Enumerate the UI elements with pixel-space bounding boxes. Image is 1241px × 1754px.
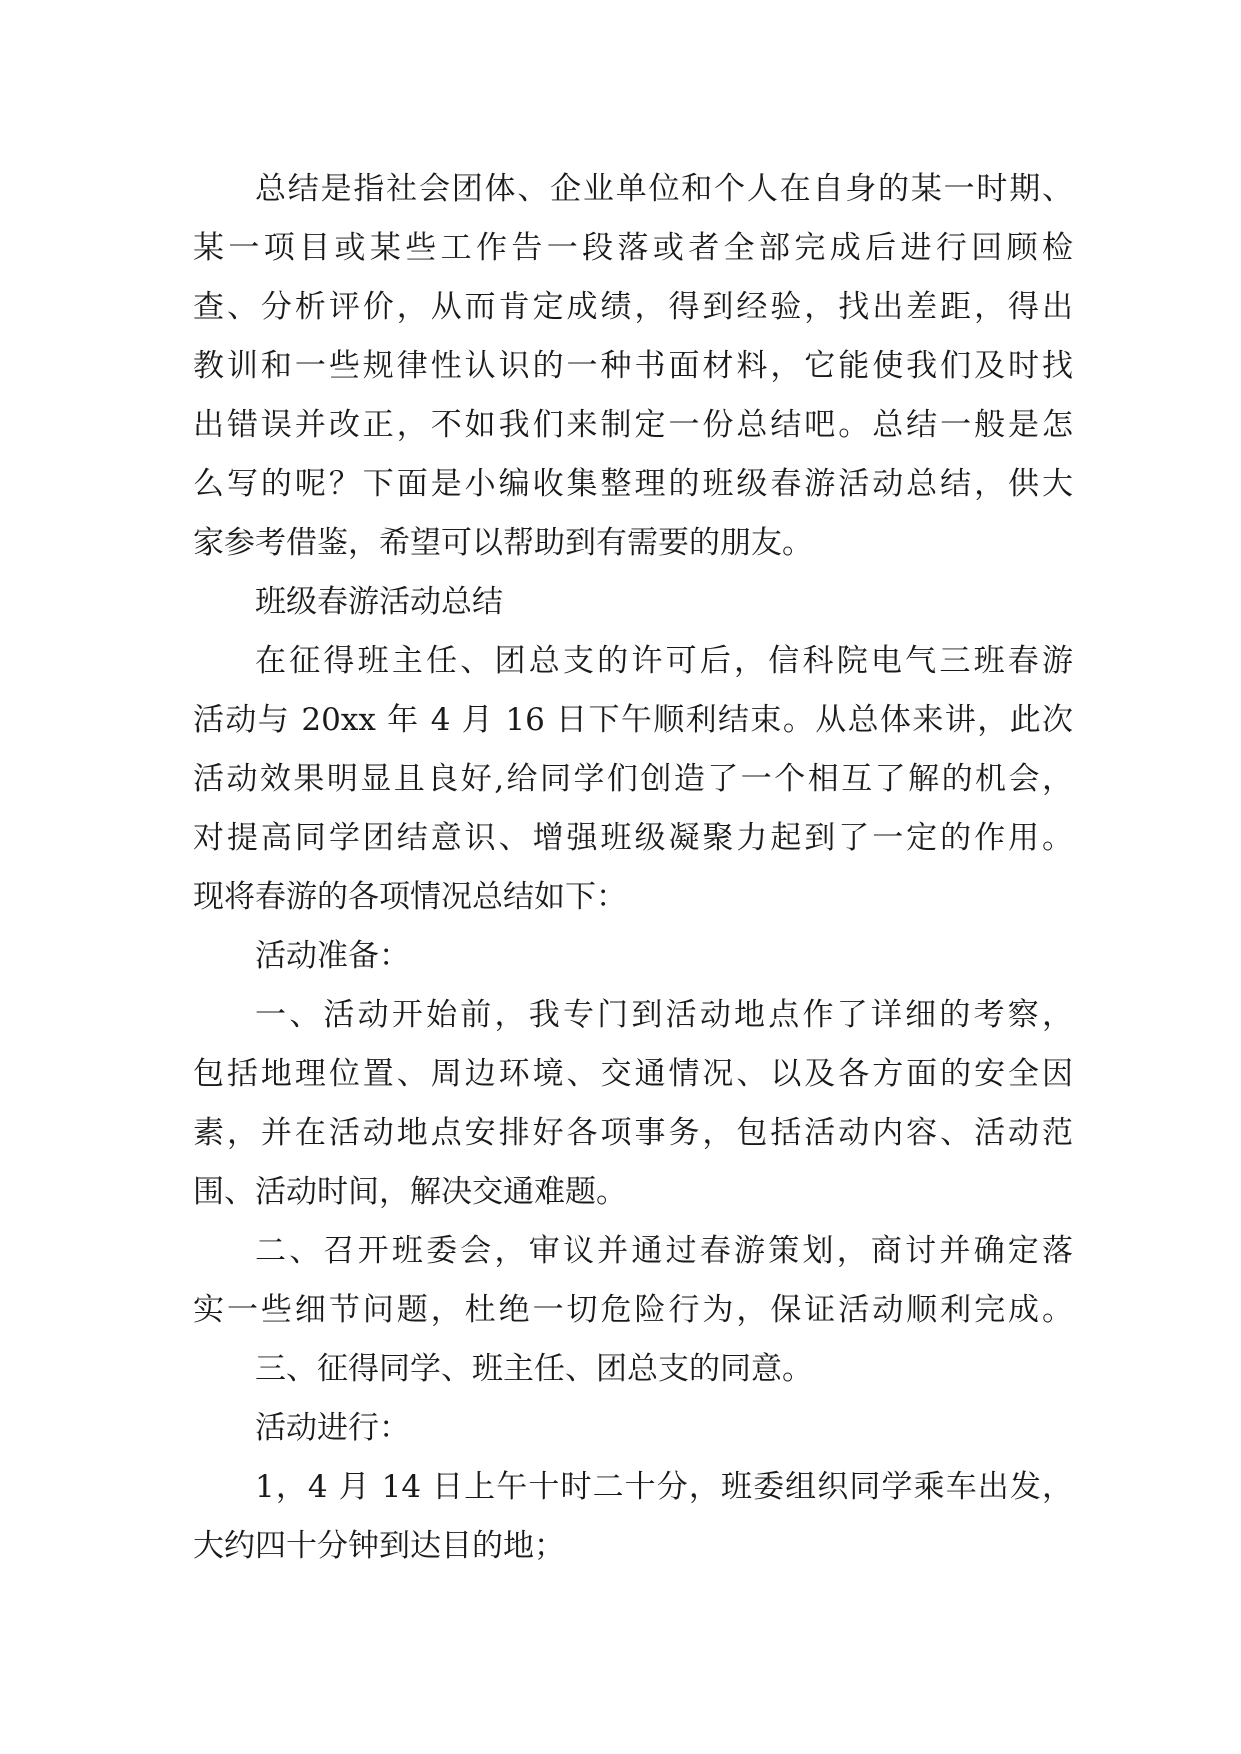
text-line: 活动效果明显且良好,给同学们创造了一个相互了解的机会， (193, 761, 1073, 797)
text-line: 班级春游活动总结 (255, 584, 503, 620)
text-line: 活动与 20xx 年 4 月 16 日下午顺利结束。从总体来讲，此次 (193, 702, 1073, 738)
text-line: 1，4 月 14 日上午十时二十分，班委组织同学乘车出发， (255, 1469, 1073, 1505)
text-line: 在征得班主任、团总支的许可后，信科院电气三班春游 (255, 643, 1073, 679)
text-line: 对提高同学团结意识、增强班级凝聚力起到了一定的作用。 (193, 820, 1073, 856)
text-line: 二、召开班委会，审议并通过春游策划，商讨并确定落 (255, 1233, 1073, 1269)
text-line: 总结是指社会团体、企业单位和个人在自身的某一时期、 (255, 171, 1073, 207)
text-line: 三、征得同学、班主任、团总支的同意。 (255, 1351, 813, 1387)
text-line: 围、活动时间，解决交通难题。 (193, 1174, 627, 1210)
text-line: 么写的呢？下面是小编收集整理的班级春游活动总结，供大 (193, 466, 1073, 502)
text-line: 一、活动开始前，我专门到活动地点作了详细的考察， (255, 997, 1073, 1033)
text-line: 大约四十分钟到达目的地； (193, 1528, 565, 1564)
document-body (193, 160, 1073, 1576)
text-line: 教训和一些规律性认识的一种书面材料，它能使我们及时找 (193, 348, 1073, 384)
text-line: 出错误并改正，不如我们来制定一份总结吧。总结一般是怎 (193, 407, 1073, 443)
text-line: 素，并在活动地点安排好各项事务，包括活动内容、活动范 (193, 1115, 1073, 1151)
text-line: 家参考借鉴，希望可以帮助到有需要的朋友。 (193, 525, 813, 561)
text-line: 活动进行： (255, 1410, 410, 1446)
text-line: 现将春游的各项情况总结如下： (193, 879, 627, 915)
text-line: 某一项目或某些工作告一段落或者全部完成后进行回顾检 (193, 230, 1073, 266)
text-line: 活动准备： (255, 938, 410, 974)
text-line: 查、分析评价，从而肯定成绩，得到经验，找出差距，得出 (193, 289, 1073, 325)
text-line: 实一些细节问题，杜绝一切危险行为，保证活动顺利完成。 (193, 1292, 1073, 1328)
text-line: 包括地理位置、周边环境、交通情况、以及各方面的安全因 (193, 1056, 1073, 1092)
